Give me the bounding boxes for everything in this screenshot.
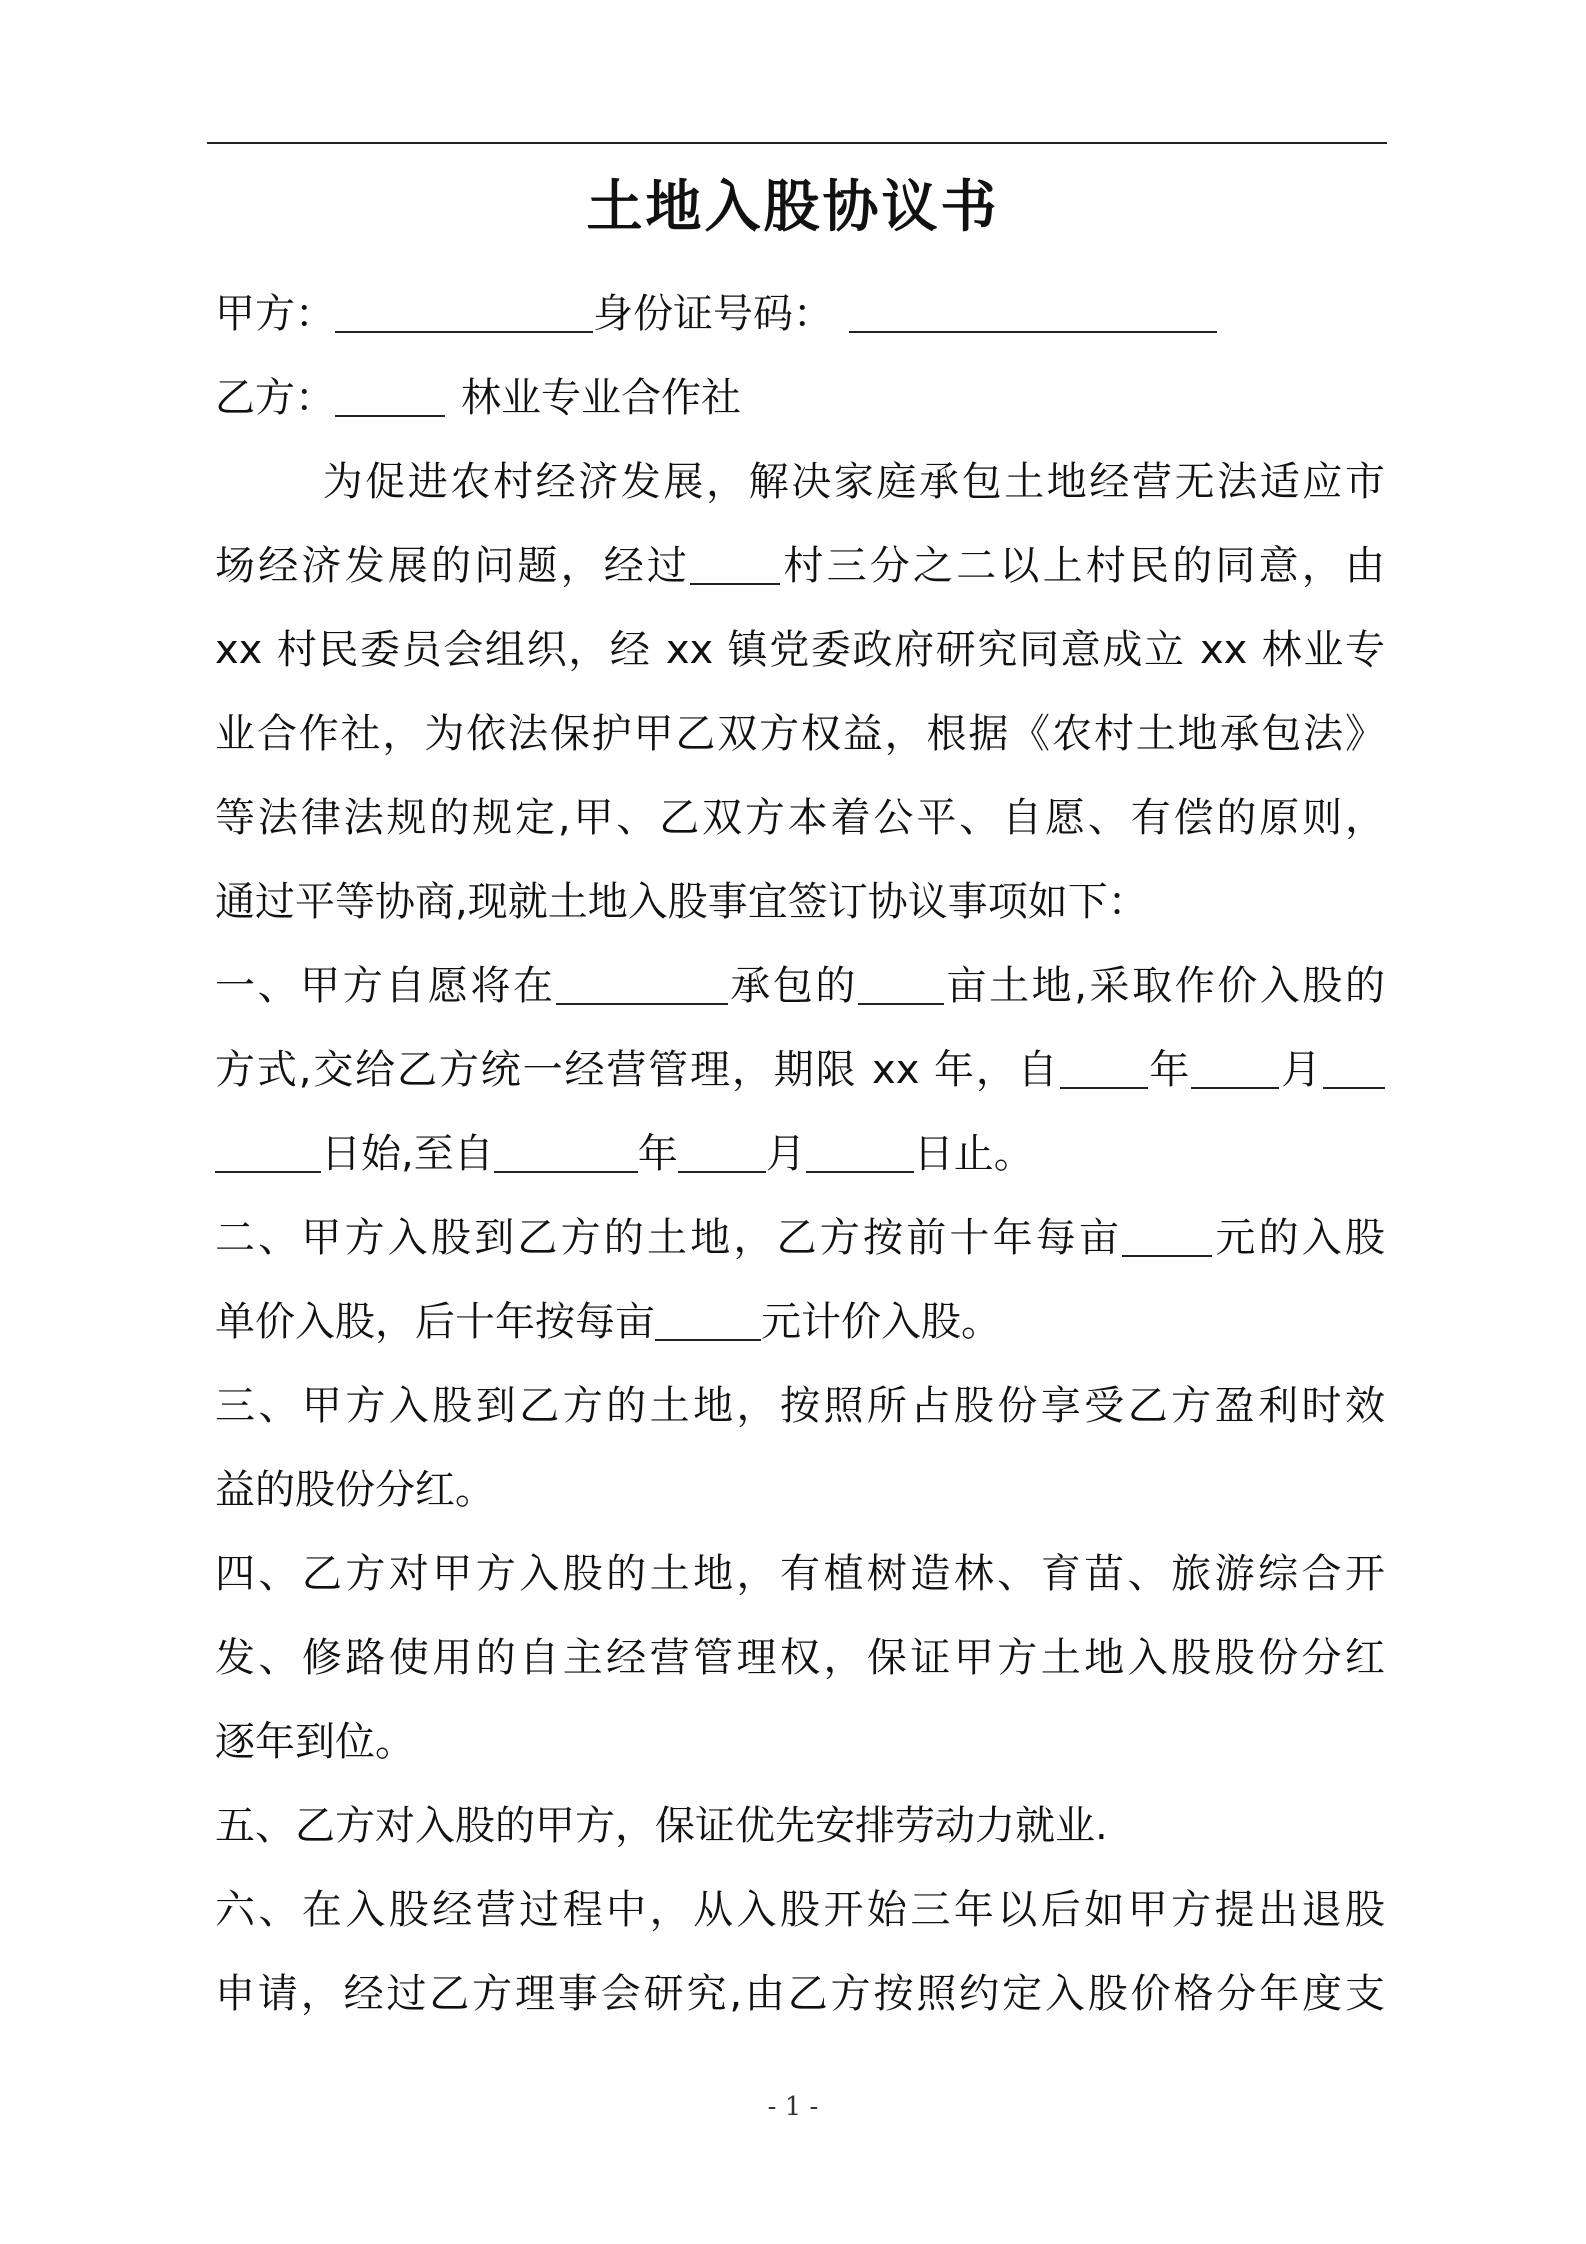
- preamble-line-5: 等法律法规的规定,甲、乙双方本着公平、自愿、有偿的原则，: [215, 795, 1385, 841]
- start-day-blank-part2[interactable]: [215, 1125, 321, 1173]
- preamble-line-4: 业合作社，为依法保护甲乙双方权益，根据《农村土地承包法》: [215, 711, 1385, 757]
- clause-4-line-1: 四、乙方对甲方入股的土地，有植树造林、育苗、旅游综合开: [215, 1551, 1385, 1597]
- preamble-line-1: 为促进农村经济发展，解决家庭承包土地经营无法适应市: [320, 459, 1385, 505]
- end-year-blank[interactable]: [494, 1125, 638, 1173]
- clause-1-line-2: 方式,交给乙方统一经营管理，期限 xx 年，自 年 月: [215, 1028, 1385, 1112]
- start-month-blank[interactable]: [1191, 1041, 1279, 1089]
- party-b-label: 乙方：: [215, 375, 335, 421]
- page-number: - 1 -: [767, 2092, 819, 2122]
- clause-1-line-3: 日始,至自 年 月 日止。: [215, 1112, 1385, 1196]
- preamble-line-3: xx 村民委员会组织，经 xx 镇党委政府研究同意成立 xx 林业专: [215, 627, 1385, 673]
- clause-4-line-3: 逐年到位。: [215, 1719, 415, 1765]
- party-a-label: 甲方：: [215, 291, 335, 337]
- party-b-name-blank[interactable]: [335, 369, 445, 417]
- preamble-line-6: 通过平等协商,现就土地入股事宜签订协议事项如下：: [215, 879, 1148, 925]
- id-number-blank[interactable]: [849, 285, 1217, 333]
- clause-2-line-1: 二、甲方入股到乙方的土地，乙方按前十年每亩 元的入股: [215, 1196, 1385, 1280]
- end-day-blank[interactable]: [806, 1125, 914, 1173]
- document-title: 土地入股协议书: [586, 175, 1000, 240]
- clause-5-line-1: 五、乙方对入股的甲方，保证优先安排劳动力就业.: [215, 1803, 1108, 1849]
- party-a-name-blank[interactable]: [335, 285, 593, 333]
- price-first-decade-blank[interactable]: [1122, 1209, 1212, 1257]
- start-day-blank-part1[interactable]: [1323, 1041, 1385, 1089]
- village-blank[interactable]: [690, 537, 780, 585]
- party-a-line: [215, 272, 1385, 356]
- end-month-blank[interactable]: [678, 1125, 766, 1173]
- clause-6-line-2: 申请，经过乙方理事会研究,由乙方按照约定入股价格分年度支: [215, 1971, 1385, 2017]
- clause-2-line-2: 单价入股，后十年按每亩 元计价入股。: [215, 1280, 1385, 1364]
- preamble-line-2: 场经济发展的问题，经过 村三分之二以上村民的同意，由: [215, 524, 1385, 608]
- header-rule: [207, 142, 1387, 144]
- id-number-label: 身份证号码：: [593, 291, 833, 337]
- clause-1-line-1: 一、甲方自愿将在 承包的 亩土地,采取作价入股的: [215, 944, 1385, 1028]
- party-b-line: [215, 356, 1385, 440]
- clause-6-line-1: 六、在入股经营过程中，从入股开始三年以后如甲方提出退股: [215, 1887, 1385, 1933]
- clause-3-line-2: 益的股份分红。: [215, 1467, 495, 1513]
- area-blank[interactable]: [858, 957, 944, 1005]
- start-year-blank[interactable]: [1060, 1041, 1148, 1089]
- clause-3-line-1: 三、甲方入股到乙方的土地，按照所占股份享受乙方盈利时效: [215, 1383, 1385, 1429]
- location-blank[interactable]: [556, 957, 728, 1005]
- party-b-suffix: 林业专业合作社: [461, 375, 741, 421]
- clause-4-line-2: 发、修路使用的自主经营管理权，保证甲方土地入股股份分红: [215, 1635, 1385, 1681]
- price-second-decade-blank[interactable]: [655, 1293, 761, 1341]
